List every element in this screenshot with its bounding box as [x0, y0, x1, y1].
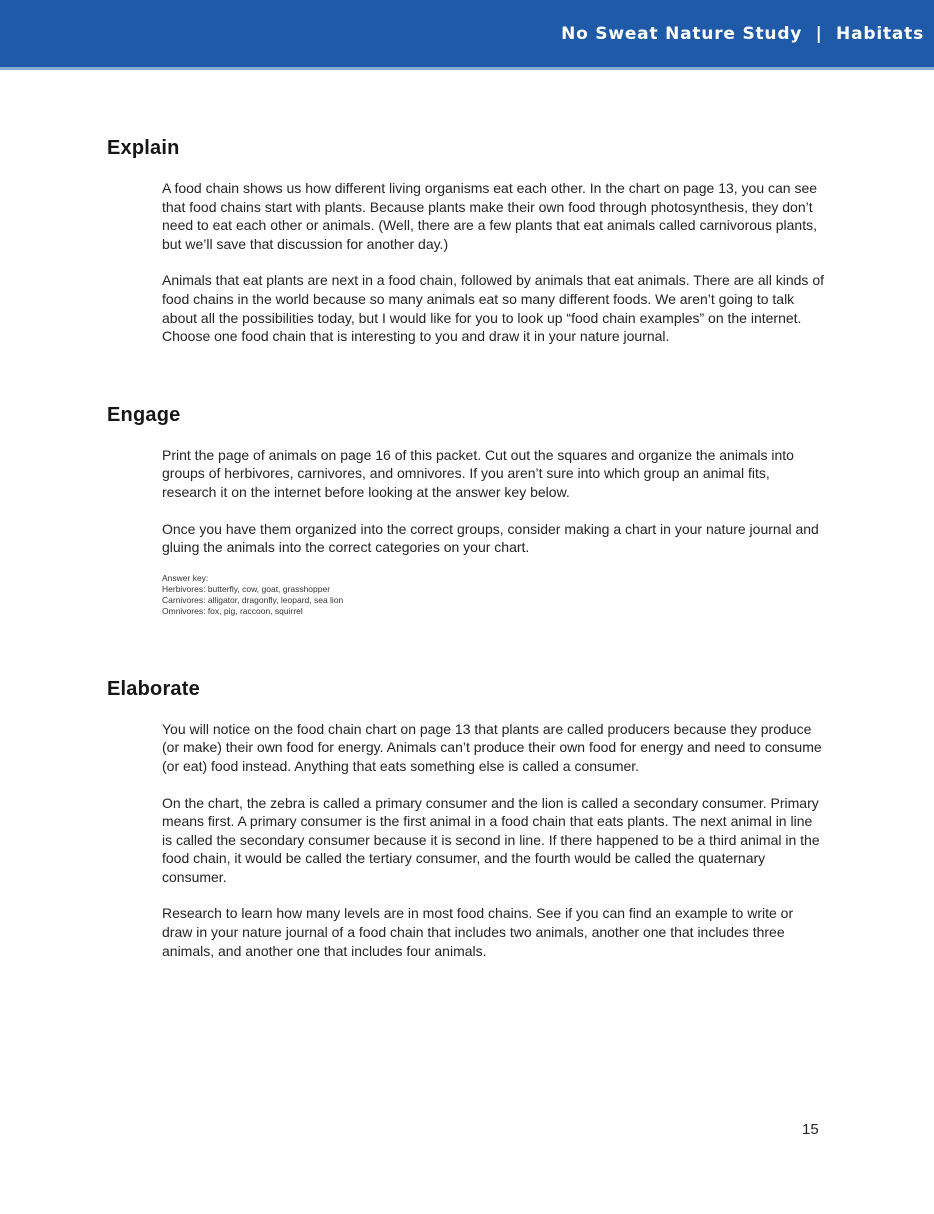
section-explain [107, 136, 824, 346]
paragraph: You will notice on the food chain chart on page 13 that plants are called producers because they produce (or make) their own food for energy. Animals can’t produce their own food for energy and need to consume (or eat) food instead. Anything that eats something else is called a consumer. [162, 720, 822, 774]
paragraph: Research to learn how many levels are in most food chains. See if you can find an example to write or draw in your nature journal of a food chain that includes two animals, another one that includes three animals, and another one that includes four animals. [162, 905, 794, 959]
paragraph: Animals that eat plants are next in a food chain, followed by animals that eat animals. There are all kinds of food chains in the world because so many animals eat so many different foods. We aren’t going to talk about all the possibilities today, but I would like for you to look up “food chain examples” on the internet. Choose one food chain that is interesting to you and draw it in your nature journal. [162, 272, 824, 345]
section-elaborate [107, 677, 824, 961]
section-heading-explain: Explain [107, 137, 180, 159]
page-content [107, 70, 824, 960]
paragraph: On the chart, the zebra is called a primary consumer and the lion is called a secondary consumer. Primary means first. A primary consumer is the first animal in a food chain that eats plants. The next animal in line is called the secondary consumer because it is second in line. If there happened to be a third animal in the food chain, it would be called the tertiary consumer, and the fourth would be called the quaternary consumer. [162, 794, 820, 885]
answer-key-carnivores: Carnivores: alligator, dragonfly, leopard, sea lion [162, 594, 344, 605]
paragraph: Once you have them organized into the correct groups, consider making a chart in your nature journal and gluing the animals into the correct categories on your chart. [162, 520, 819, 556]
answer-key-omnivores: Omnivores: fox, pig, raccoon, squirrel [162, 605, 303, 616]
answer-key [162, 573, 824, 617]
page-number: 15 [802, 1121, 819, 1138]
paragraph: Print the page of animals on page 16 of this packet. Cut out the squares and organize the animals into groups of herbivores, carnivores, and omnivores. If you aren’t sure into which group an animal fits, research it on the internet before looking at the answer key below. [162, 446, 794, 500]
answer-key-label: Answer key: [162, 572, 209, 583]
answer-key-herbivores: Herbivores: butterfly, cow, goat, grasshopper [162, 583, 331, 594]
page-header-bar [0, 0, 934, 70]
section-engage [107, 403, 824, 617]
section-heading-elaborate: Elaborate [107, 677, 200, 700]
header-title: No Sweat Nature Study | Habitats [561, 23, 924, 44]
section-heading-engage: Engage [107, 403, 181, 426]
paragraph: A food chain shows us how different living organisms eat each other. In the chart on page 13, you can see that food chains start with plants. Because plants make their own food through photosynthesis, they don’t need to eat each other or animals. (Well, there are a few plants that eat animals called carnivorous plants, but we’ll save that discussion for another day.) [162, 180, 818, 252]
